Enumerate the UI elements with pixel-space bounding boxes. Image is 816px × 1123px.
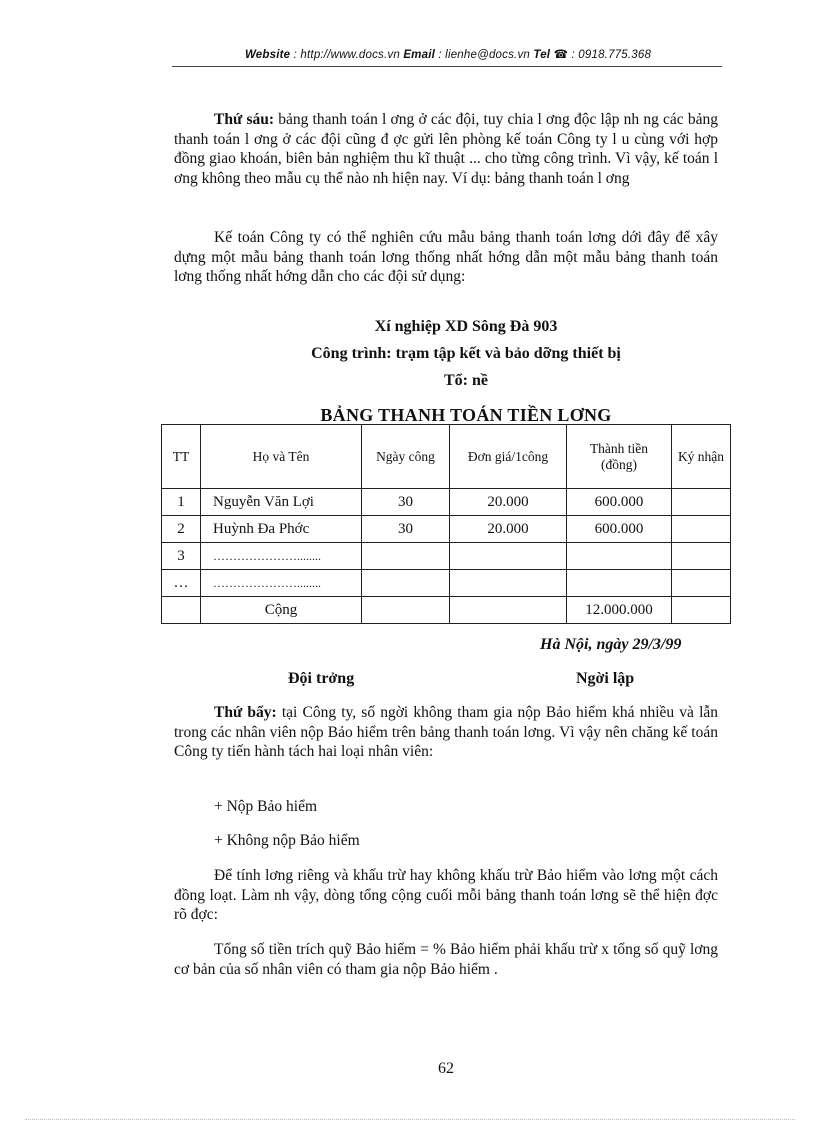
email-value: : lienhe@docs.vn: [435, 49, 534, 61]
header-signature: Ký nhận: [672, 425, 731, 489]
cell-amount: 600.000: [567, 489, 672, 516]
cell-days: 30: [362, 516, 450, 543]
paragraph-thu-bay: [174, 703, 718, 762]
cell-amount: 600.000: [567, 516, 672, 543]
paragraph-text: tại Công ty, số ngời không tham gia nộp Bảo hiểm khá nhiều và lẫn trong các nhân viên nộp Bảo hiểm trên bảng thanh toán lơng. Vì vậy nên chăng kế toán Công ty tiến hành tách hai loại nhân viên:: [174, 704, 719, 760]
paragraph-lead: Thứ sáu:: [214, 111, 275, 128]
table-header-row: [162, 425, 731, 489]
project-title: Công trình: trạm tập kết và bảo dỡng thiết bị: [311, 345, 621, 362]
total-value: 12.000.000: [567, 597, 672, 624]
page-header: [174, 47, 722, 61]
cell-name: …………………........: [201, 570, 362, 597]
paragraph-text: bảng thanh toán l ơng ở các đội, tuy chia l ơng độc lập nh ng các bảng thanh toán l ơng ở các đội cũng đ ợc gửi lên phòng kế toán Công ty l u cùng với hợp đồng giao khoán, biên bản nghiệm thu kĩ thuật ... cho từng công trình. Vì vậy, kế toán l ơng không theo mẫu cụ thể nào nh hiện nay. Ví dụ: bảng thanh toán l ơng: [174, 111, 719, 187]
tel-value: : 0918.775.368: [568, 49, 652, 61]
header-name: Họ và Tên: [201, 425, 362, 489]
bullet-no-insurance: + Không nộp Bảo hiểm: [214, 832, 360, 849]
cell-unit-price: [450, 543, 567, 570]
footer-divider: [25, 1119, 795, 1120]
payroll-table: [161, 424, 731, 624]
paragraph-tinh-luong: Để tính lơng riêng và khấu trừ hay không khấu trừ Bảo hiểm vào lơng một cách đồng loạt. Làm nh vậy, dòng tổng cộng cuối mỗi bảng thanh toán lơng sẽ thể hiện đợc rõ đợc:: [174, 867, 718, 923]
paragraph-lead: Thứ bẩy:: [214, 704, 277, 721]
cell-signature: [672, 516, 731, 543]
paragraph-ke-toan: Kế toán Công ty có thể nghiên cứu mẫu bảng thanh toán lơng dới đây để xây dựng một mẫu bảng thanh toán lơng thống nhất hớng dẫn một mẫu bảng thanh toán lơng thống nhất hớng dẫn cho các đội sử dụng:: [174, 229, 718, 285]
cell-days: [362, 597, 450, 624]
tel-label: Tel ☎: [533, 49, 569, 61]
header-days: Ngày công: [362, 425, 450, 489]
cell-tt: [162, 597, 201, 624]
cell-signature: [672, 597, 731, 624]
header-unit-price: Đơn giá/1công: [450, 425, 567, 489]
cell-days: 30: [362, 489, 450, 516]
table-total-row: [162, 597, 731, 624]
website-value: : http://www.docs.vn: [290, 49, 404, 61]
table-row: [162, 516, 731, 543]
cell-amount: [567, 543, 672, 570]
cell-name: Huỳnh Đa Phớc: [201, 516, 362, 543]
cell-unit-price: 20.000: [450, 516, 567, 543]
table-row: [162, 570, 731, 597]
table-row: [162, 489, 731, 516]
website-label: Website: [244, 49, 291, 61]
cell-signature: [672, 543, 731, 570]
paragraph-tong-so: Tổng số tiền trích quỹ Bảo hiểm = % Bảo hiểm phải khấu trừ x tổng số quỹ lơng cơ bản của số nhân viên có tham gia nộp Bảo hiểm .: [174, 941, 718, 978]
paragraph-thu-sau: [174, 110, 718, 188]
header-tt: TT: [162, 425, 201, 489]
cell-tt: 3: [162, 543, 201, 570]
header-divider: [172, 66, 722, 67]
signature-preparer: Ngời lập: [576, 670, 635, 687]
cell-name: …………………........: [201, 543, 362, 570]
cell-days: [362, 543, 450, 570]
header-amount: Thành tiền (đồng): [567, 425, 672, 489]
cell-amount: [567, 570, 672, 597]
table-title: BẢNG THANH TOÁN TIỀN LƠNG: [320, 405, 612, 425]
cell-name: Nguyễn Văn Lợi: [201, 489, 362, 516]
page-number: 62: [438, 1060, 454, 1077]
cell-tt: 2: [162, 516, 201, 543]
signature-team-leader: Đội trởng: [288, 670, 355, 687]
table-row: [162, 543, 731, 570]
cell-unit-price: 20.000: [450, 489, 567, 516]
cell-signature: [672, 489, 731, 516]
company-title: Xí nghiệp XD Sông Đà 903: [374, 318, 558, 335]
bullet-insurance: + Nộp Bảo hiểm: [214, 798, 318, 815]
document-date: Hà Nội, ngày 29/3/99: [540, 636, 682, 653]
cell-tt: …: [162, 570, 201, 597]
cell-days: [362, 570, 450, 597]
cell-tt: 1: [162, 489, 201, 516]
total-label: Cộng: [201, 597, 362, 624]
cell-unit-price: [450, 570, 567, 597]
email-label: Email: [403, 49, 435, 61]
team-title: Tổ: nề: [444, 372, 488, 389]
cell-signature: [672, 570, 731, 597]
cell-unit-price: [450, 597, 567, 624]
